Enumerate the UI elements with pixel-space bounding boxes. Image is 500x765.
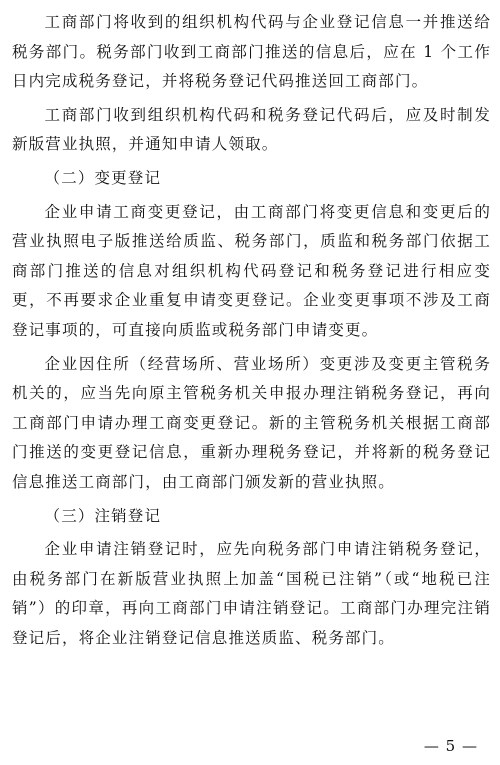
- paragraph-change-registration: 企业申请工商变更登记，由工商部门将变更信息和变更后的营业执照电子版推送给质监、税务部门，质监和税务部门依据工商部门推送的信息对组织机构代码登记和税务登记进行相应变更，不再要求企业重复申请变更登记。企业变更事项不涉及工商登记事项的，可直接向质监或税务部门申请变更。: [12, 202, 491, 339]
- paragraph-tax-push: 工商部门将收到的组织机构代码与企业登记信息一并推送给税务部门。税务部门收到工商部门推送的信息后，应在 1 个工作日内完成税务登记，并将税务登记代码推送回工商部门。: [12, 13, 491, 91]
- paragraph-license-issue: 工商部门收到组织机构代码和税务登记代码后，应及时制发新版营业执照，并通知申请人领取。: [12, 105, 491, 154]
- heading-change-registration: （二）变更登记: [44, 168, 162, 187]
- page-number: — 5 —: [423, 737, 478, 755]
- heading-cancellation-registration: （三）注销登记: [44, 506, 162, 525]
- paragraph-cancellation-registration: 企业申请注销登记时，应先向税务部门申请注销税务登记，由税务部门在新版营业执照上加盖“国税已注销”（或“地税已注销”）的印章，再向工商部门申请注销登记。工商部门办理完注销登记后，将企业注销登记信息推送质监、税务部门。: [12, 540, 491, 647]
- paragraph-address-change: 企业因住所（经营场所、营业场所）变更涉及变更主管税务机关的，应当先向原主管税务机关申报办理注销税务登记，再向工商部门申请办理工商变更登记。新的主管税务机关根据工商部门推送的变更登记信息，重新办理税务登记，并将新的税务登记信息推送工商部门，由工商部门颁发新的营业执照。: [12, 354, 491, 491]
